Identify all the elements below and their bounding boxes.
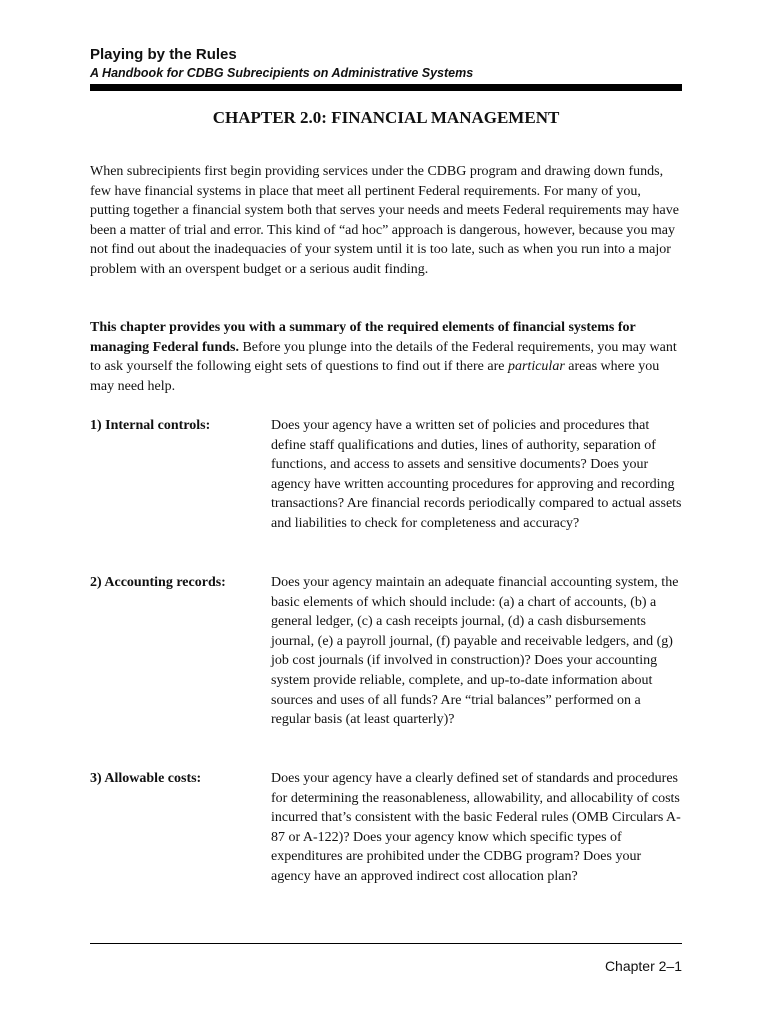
question-label: 2) Accounting records:	[90, 575, 226, 590]
summary-bold-lead: This chapter provides you with a summary of the required elements of financial systems for managing Federal funds.	[90, 320, 636, 355]
summary-emphasis: particular	[507, 359, 565, 375]
page-number: Chapter 2–1	[604, 958, 682, 974]
question-text: Does your agency have a written set of policies and procedures that define staff qualifications and duties, lines of authority, separation of functions, and access to assets and sensitive documents? Does your agency have written accounting procedures for approving and recording transactions? Are financial records periodically compared to actual assets and liabilities to check for completeness and accuracy?	[271, 418, 682, 531]
summary-text-b: areas where you may need help.	[90, 359, 660, 394]
footer-rule	[90, 943, 682, 944]
intro-paragraph: When subrecipients first begin providing services under the CDBG program and drawing down funds, few have financial systems in place that meet all pertinent Federal requirements. For many of you, putting together a financial system both that serves your needs and meets Federal requirements may have been a matter of trial and error. This kind of “ad hoc” approach is dangerous, however, because you may not find out about the inadequacies of your system until it is too late, such as when you run into a major problem with an overspent budget or a serious audit finding.	[90, 164, 679, 277]
header-rule	[90, 84, 682, 91]
summary-paragraph	[90, 318, 682, 396]
running-header-subtitle: A Handbook for CDBG Subrecipients on Administrative Systems	[90, 66, 474, 80]
summary-text-a: Before you plunge into the details of the Federal requirements, you may want to ask yourself the following eight sets of questions to find out if there are	[90, 339, 677, 375]
chapter-title: CHAPTER 2.0: FINANCIAL MANAGEMENT	[212, 108, 560, 127]
question-label: 3) Allowable costs:	[90, 771, 202, 786]
question-text: Does your agency maintain an adequate financial accounting system, the basic elements of which should include: (a) a chart of accounts, (b) a general ledger, (c) a cash receipts journal, (d) a cash disbursements journal, (e) a payroll journal, (f) payable and receivable ledgers, and (g) job cost journals (if involved in construction)? Does your accounting system provide reliable, complete, and up-to-date information about sources and uses of all funds? Are “trial balances” performed on a regular basis (at least quarterly)?	[271, 575, 679, 728]
question-text: Does your agency have a clearly defined set of standards and procedures for determining the reasonableness, allowability, and allocability of costs incurred that’s consistent with the basic Federal rules (OMB Circulars A-87 or A-122)? Does your agency know which specific types of expenditures are prohibited under the CDBG program? Does your agency have an approved indirect cost allocation plan?	[271, 771, 681, 884]
question-label: 1) Internal controls:	[90, 418, 211, 433]
running-header-title: Playing by the Rules	[90, 46, 237, 63]
